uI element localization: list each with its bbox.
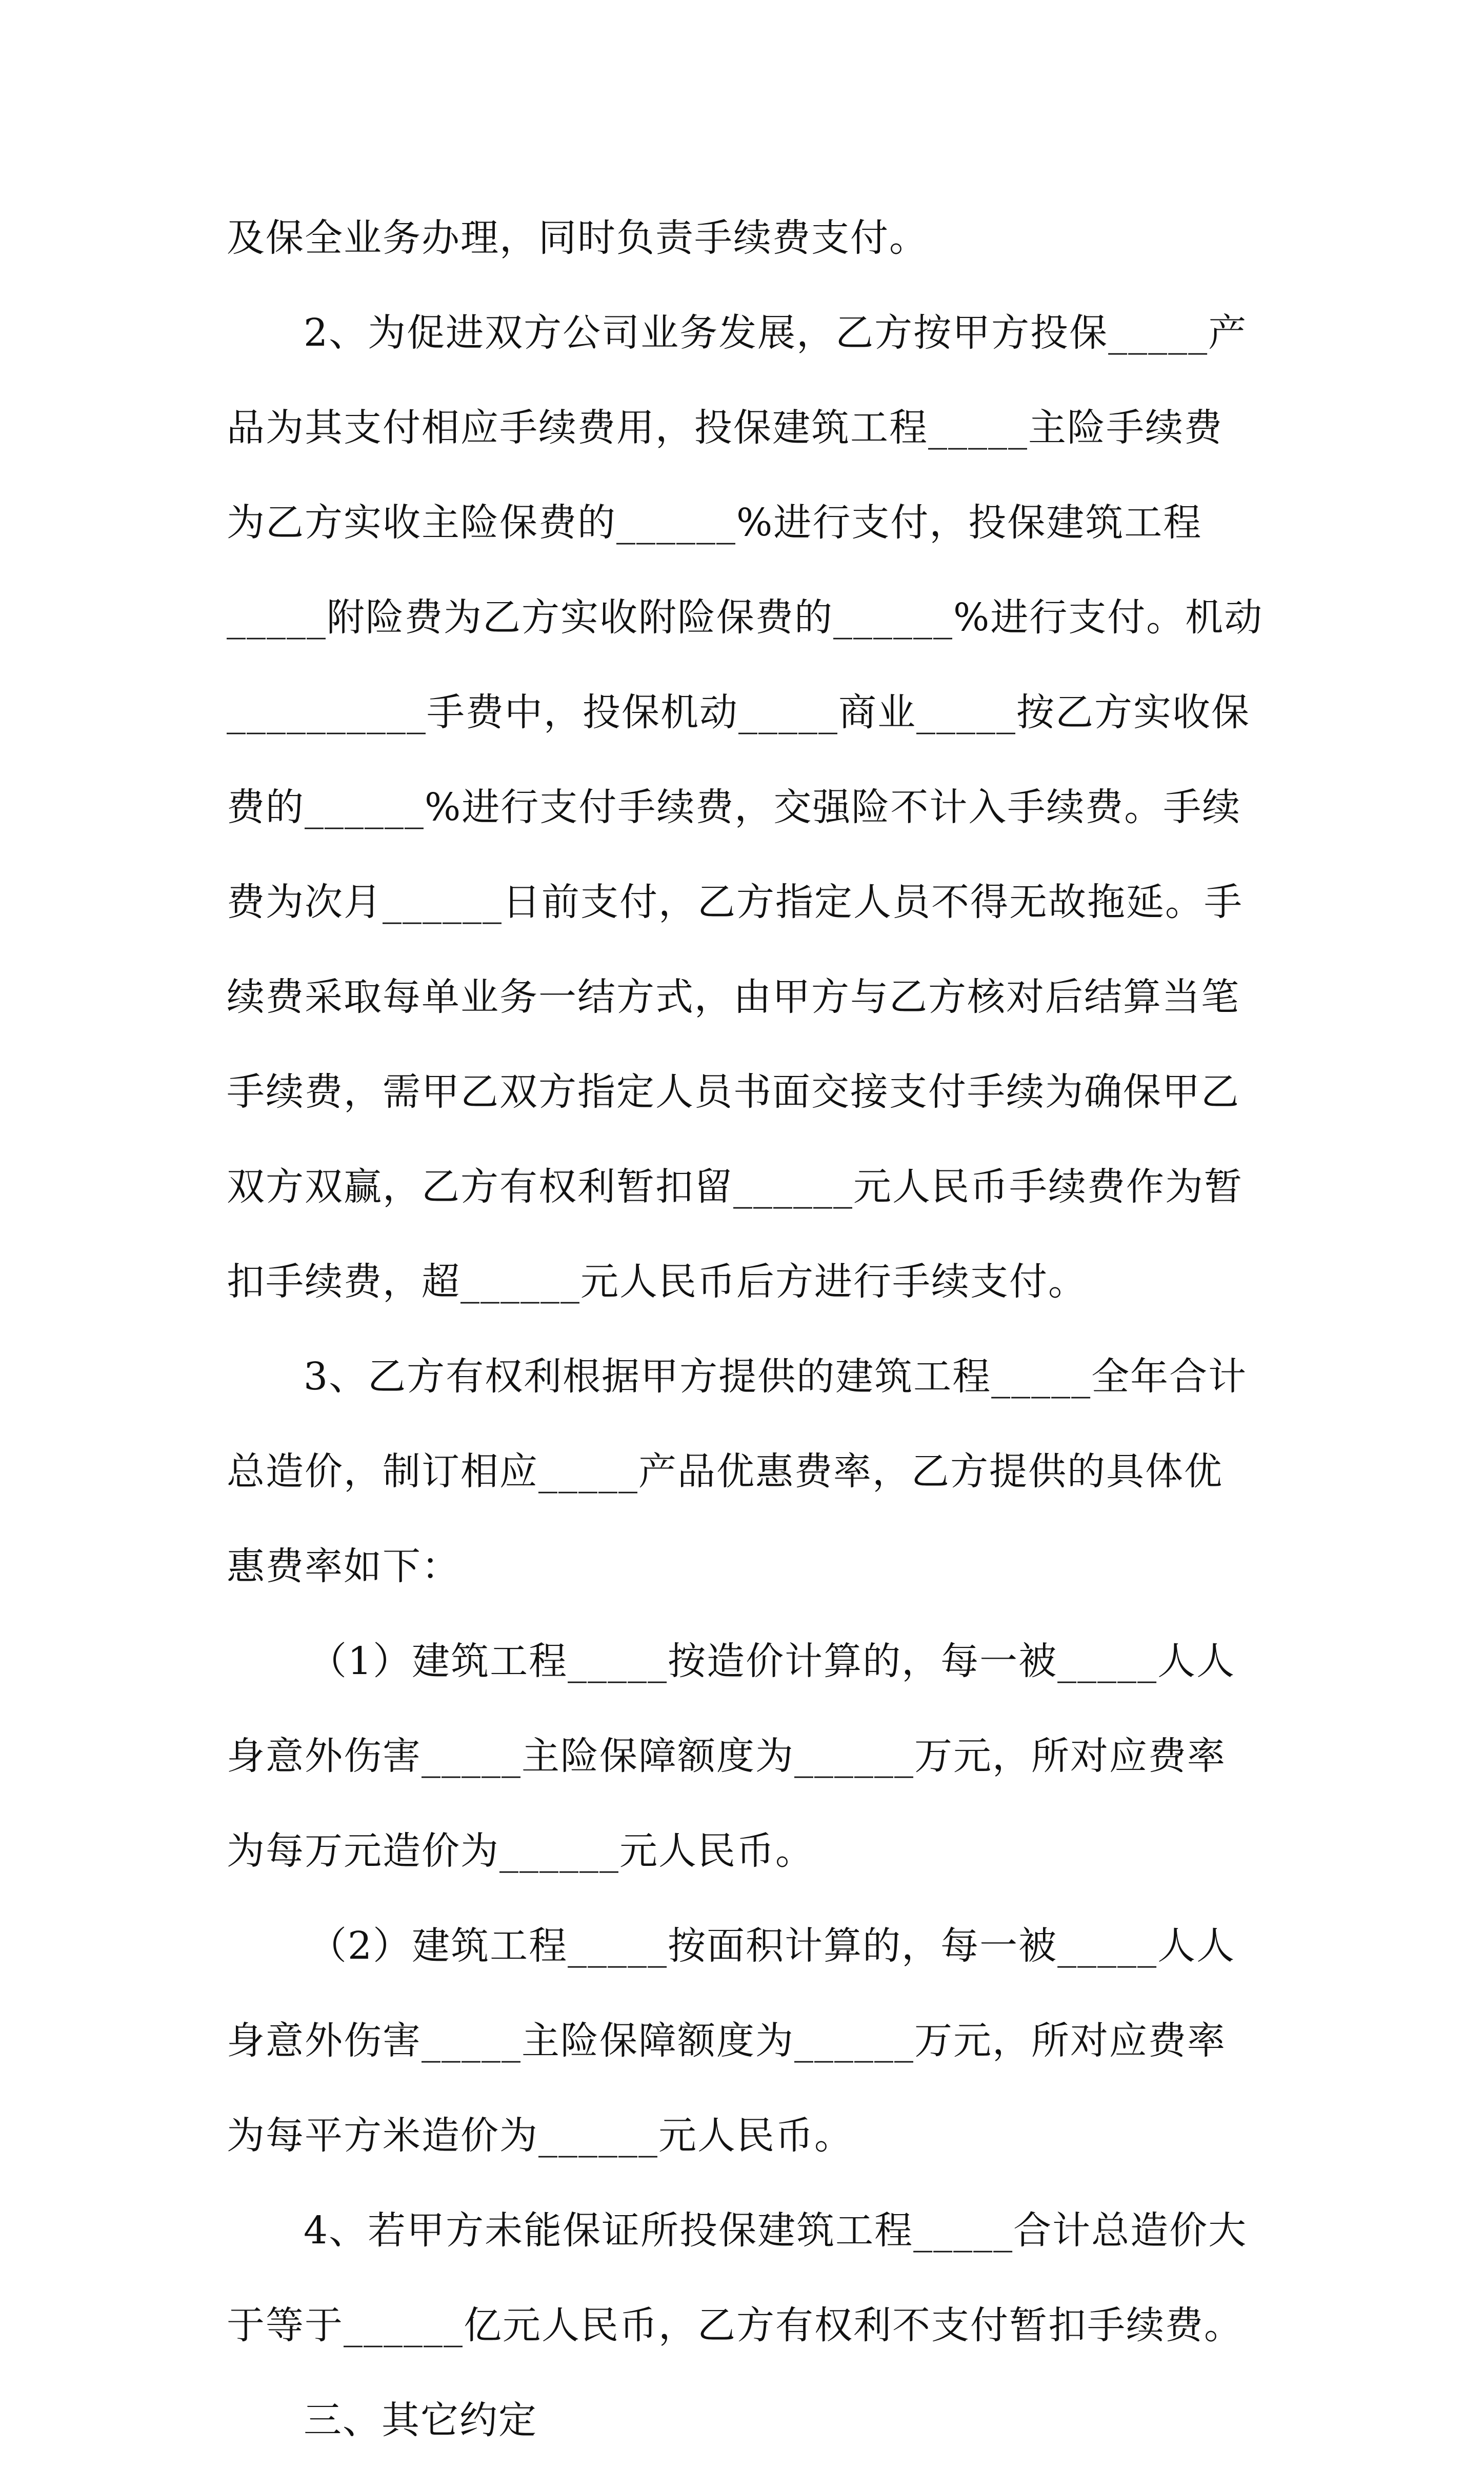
list-item-line: （1）建筑工程_____按造价计算的，每一被_____人人 — [309, 1639, 1236, 1683]
list-item-line: （2）建筑工程_____按面积计算的，每一被_____人人 — [309, 1924, 1236, 1968]
paragraph-line: 续费采取每单业务一结方式，由甲方与乙方核对后结算当笔 — [227, 975, 1240, 1019]
paragraph-line: 4、若甲方未能保证所投保建筑工程_____合计总造价大 — [304, 2208, 1248, 2253]
paragraph-line: 为乙方实收主险保费的______%进行支付，投保建筑工程 — [227, 501, 1202, 545]
paragraph-line: 2、为促进双方公司业务发展，乙方按甲方投保_____产 — [304, 311, 1248, 355]
paragraph-line: _____附险费为乙方实收附险保费的______%进行支付。机动 — [227, 595, 1264, 640]
paragraph-line: 双方双赢，乙方有权利暂扣留______元人民币手续费作为暂 — [227, 1165, 1243, 1209]
paragraph-line: 为每平方米造价为______元人民币。 — [227, 2114, 853, 2158]
paragraph-line: 为每万元造价为______元人民币。 — [227, 1829, 814, 1873]
paragraph-line: 3、乙方有权利根据甲方提供的建筑工程_____全年合计 — [304, 1355, 1248, 1399]
paragraph-line: 费的______%进行支付手续费，交强险不计入手续费。手续 — [227, 785, 1241, 829]
paragraph-line: 手续费，需甲乙双方指定人员书面交接支付手续为确保甲乙 — [227, 1070, 1240, 1114]
paragraph-line: 身意外伤害_____主险保障额度为______万元，所对应费率 — [227, 1734, 1226, 1778]
paragraph-line: __________手费中，投保机动_____商业_____按乙方实收保 — [227, 690, 1250, 734]
document-body — [227, 191, 1278, 2468]
paragraph-line: 总造价，制订相应_____产品优惠费率，乙方提供的具体优 — [227, 1449, 1223, 1494]
section-heading: 三、其它约定 — [304, 2398, 537, 2442]
paragraph-line: 费为次月______日前支付，乙方指定人员不得无故拖延。手 — [227, 880, 1243, 924]
paragraph-line: 及保全业务办理，同时负责手续费支付。 — [227, 216, 928, 260]
paragraph-line: 惠费率如下： — [227, 1544, 460, 1588]
paragraph-line: 于等于______亿元人民币，乙方有权利不支付暂扣手续费。 — [227, 2303, 1243, 2347]
paragraph-line: 品为其支付相应手续费用，投保建筑工程_____主险手续费 — [227, 406, 1223, 450]
paragraph-line: 扣手续费，超______元人民币后方进行手续支付。 — [227, 1260, 1087, 1304]
paragraph-line: 身意外伤害_____主险保障额度为______万元，所对应费率 — [227, 2019, 1226, 2063]
